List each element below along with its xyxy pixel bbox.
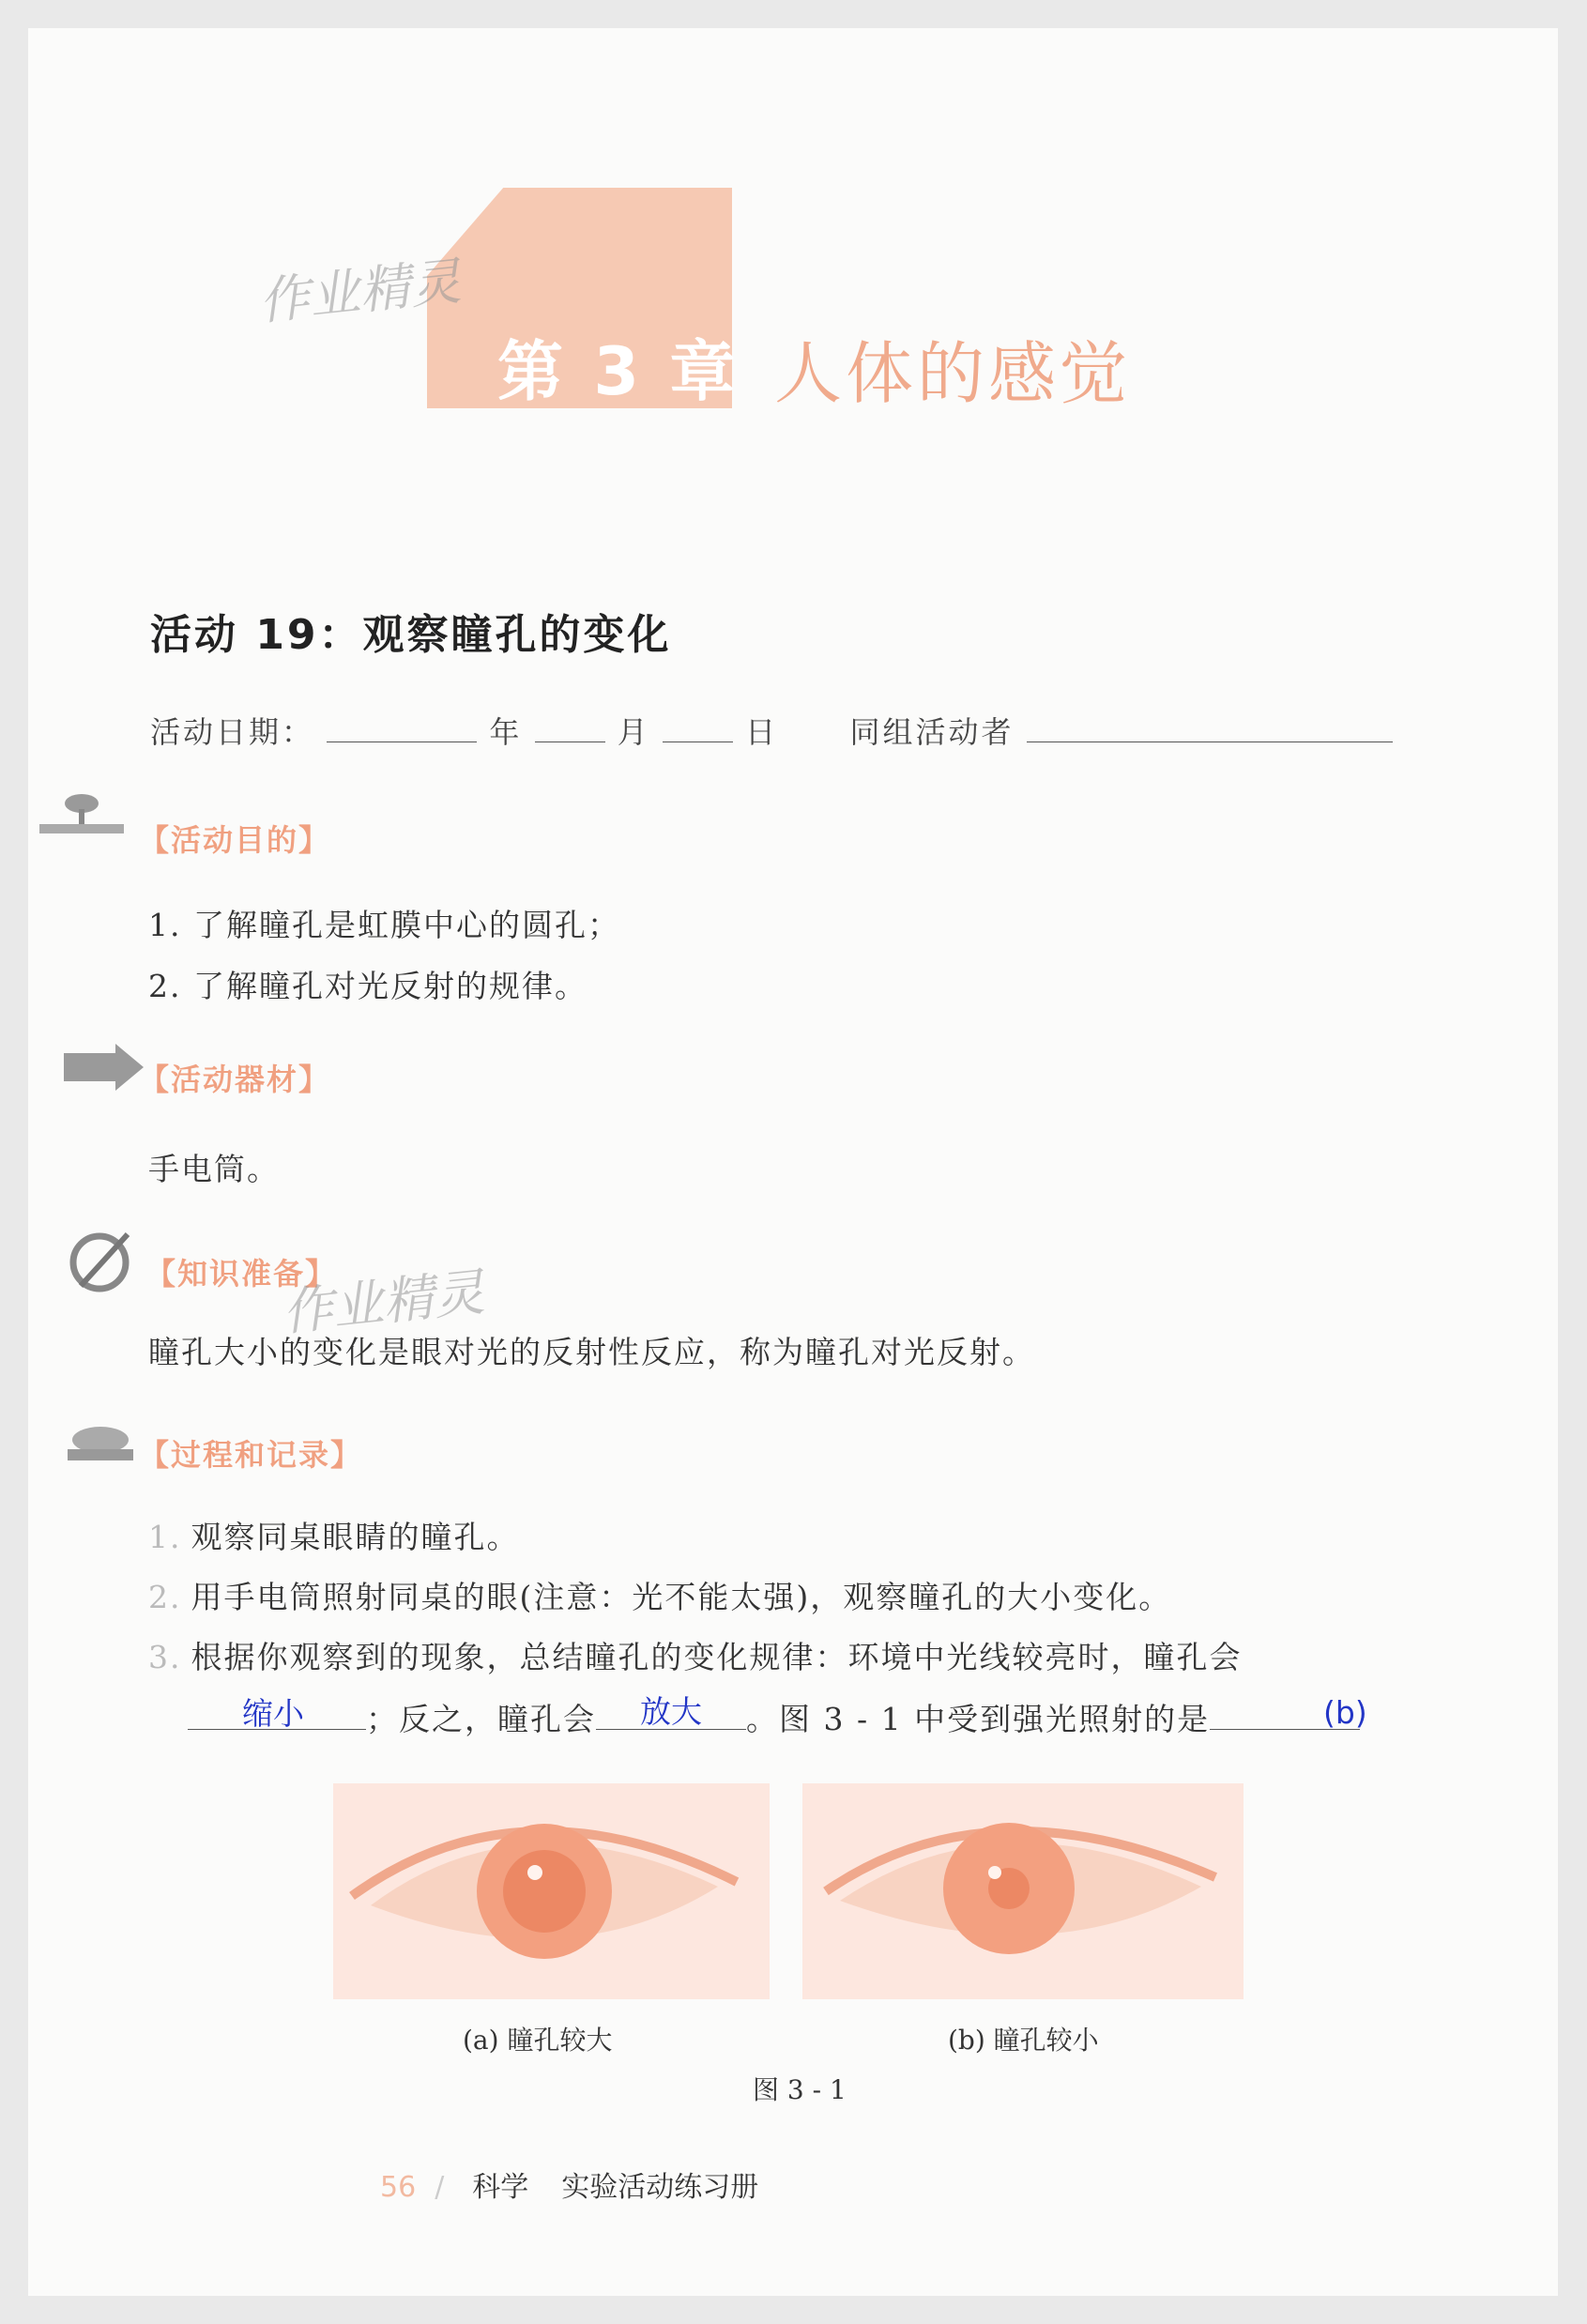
figure-label: 图 3 - 1 <box>753 2074 847 2105</box>
purpose-heading: 【活动目的】 <box>139 822 331 858</box>
answer-1: 缩小 <box>242 1695 304 1732</box>
line4-text-a: ；反之，瞳孔会 <box>366 1701 596 1737</box>
year-blank[interactable] <box>327 741 477 742</box>
step-number: 2. <box>148 1579 182 1615</box>
watermark: 作业精灵 <box>255 251 465 332</box>
footer-book: 实验活动练习册 <box>561 2171 759 2204</box>
footer-subject: 科学 <box>472 2171 529 2204</box>
activity-title: 活动 19：观察瞳孔的变化 <box>150 611 672 659</box>
caption-a: (a) 瞳孔较大 <box>463 2025 613 2056</box>
caption-b: (b) 瞳孔较小 <box>948 2025 1099 2056</box>
arrow-icon <box>64 1044 148 1091</box>
page-number: 56 <box>380 2171 417 2204</box>
step-number: 3. <box>148 1639 182 1675</box>
month-blank[interactable] <box>535 741 605 742</box>
process-step-3-line-2 <box>188 1695 1360 1739</box>
process-step-3 <box>148 1633 1243 1677</box>
step-text: 根据你观察到的现象，总结瞳孔的变化规律：环境中光线较亮时，瞳孔会 <box>191 1639 1243 1675</box>
watermark-2: 作业精灵 <box>279 1261 488 1343</box>
date-label: 活动日期： <box>150 714 315 750</box>
month-label: 月 <box>617 714 650 750</box>
purpose-item-2: 2. 了解瞳孔对光反射的规律。 <box>148 968 587 1004</box>
group-label: 同组活动者 <box>849 714 1015 750</box>
footer <box>380 2163 758 2205</box>
chapter-number: 第 3 章 <box>497 333 740 410</box>
knowledge-heading: 【知识准备】 <box>145 1256 338 1292</box>
date-line <box>150 709 1393 752</box>
process-step-1 <box>148 1513 520 1557</box>
landscape-icon <box>58 1419 143 1466</box>
chapter-title: 人体的感觉 <box>774 334 1132 413</box>
tree-icon <box>39 790 124 837</box>
year-label: 年 <box>489 714 523 750</box>
eye-image-small-pupil <box>802 1783 1244 1999</box>
answer-2: 放大 <box>640 1693 702 1730</box>
process-step-2 <box>148 1573 1171 1617</box>
step-number: 1. <box>148 1519 182 1555</box>
step-text: 观察同桌眼睛的瞳孔。 <box>191 1519 520 1555</box>
purpose-item-1: 1. 了解瞳孔是虹膜中心的圆孔； <box>148 907 620 943</box>
footer-separator: / <box>435 2171 445 2204</box>
compass-icon <box>62 1225 146 1300</box>
day-label: 日 <box>745 714 779 750</box>
group-blank[interactable] <box>1027 741 1393 742</box>
process-heading: 【过程和记录】 <box>139 1437 363 1473</box>
eye-image-large-pupil <box>333 1783 770 1999</box>
materials-text: 手电筒。 <box>148 1151 280 1187</box>
step-text: 用手电筒照射同桌的眼(注意：光不能太强)，观察瞳孔的大小变化。 <box>191 1579 1172 1615</box>
day-blank[interactable] <box>663 741 733 742</box>
knowledge-text: 瞳孔大小的变化是眼对光的反射性反应，称为瞳孔对光反射。 <box>148 1334 1035 1370</box>
answer-3: (b) <box>1323 1694 1367 1731</box>
materials-heading: 【活动器材】 <box>139 1062 331 1097</box>
line4-text-b: 。图 3 - 1 中受到强光照射的是 <box>746 1701 1211 1737</box>
